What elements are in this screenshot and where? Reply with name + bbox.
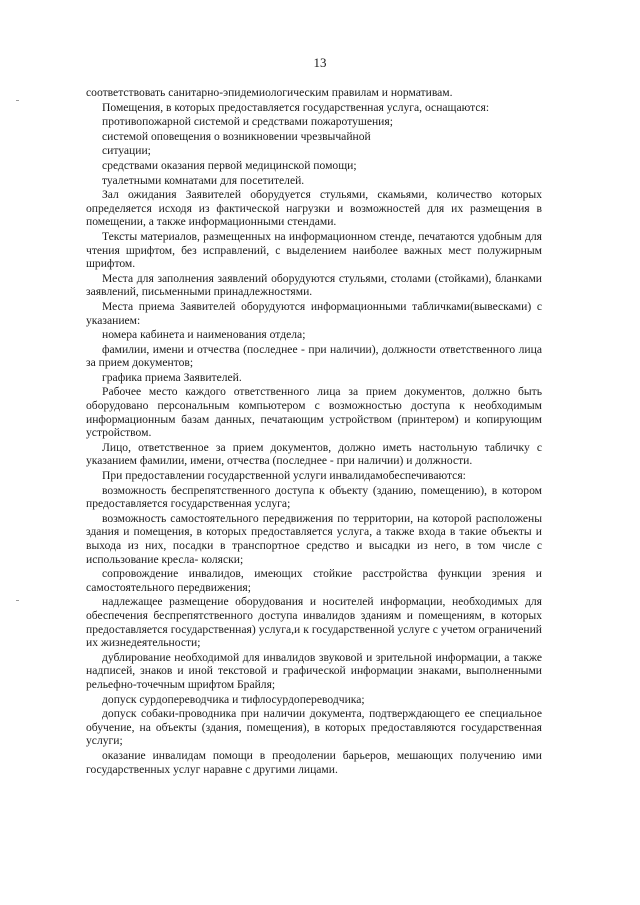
- paragraph: Лицо, ответственное за прием документов, должно иметь настольную табличку с указанием фамилии, имени, отчества (последнее - при наличии) и должности.: [86, 440, 542, 468]
- paragraph: Тексты материалов, размещенных на информационном стенде, печатаются удобным для чтения шрифтом, без исправлений, с выделением наиболее важных мест полужирным шрифтом.: [86, 229, 542, 271]
- paragraph: возможность беспрепятственного доступа к объекту (зданию, помещению), в котором предоставляется государственная услуга;: [86, 483, 542, 511]
- paragraph: ситуации;: [102, 144, 151, 158]
- paragraph: сопровождение инвалидов, имеющих стойкие расстройства функции зрения и самостоятельного передвижения;: [86, 567, 542, 594]
- margin-mark: [16, 100, 19, 101]
- paragraph: Места для заполнения заявлений оборудуются стульями, столами (стойками), бланками заявлений, письменными принадлежностями.: [86, 271, 542, 299]
- paragraph: допуск сурдопереводчика и тифлосурдопереводчика;: [102, 692, 365, 706]
- paragraph: Зал ожидания Заявителей оборудуется стульями, скамьями, количество которых определяется исходя из фактической нагрузки и возможностей для их размещения в помещении, а также информационными стендами.: [86, 188, 542, 229]
- paragraph: соответствовать санитарно-эпидемиологическим правилам и нормативам.: [86, 86, 453, 99]
- paragraph: Места приема Заявителей оборудуются информационными табличками(вывесками) с указанием:: [86, 299, 542, 327]
- paragraph: средствами оказания первой медицинской помощи;: [102, 158, 357, 172]
- page-number: 13: [313, 55, 327, 70]
- paragraph: Рабочее место каждого ответственного лица за прием документов, должно быть оборудовано персональным компьютером с возможностью доступа к необходимым информационным базам данных, печатающим устройством (принтером) и копирующим устройством.: [86, 385, 542, 440]
- paragraph: оказание инвалидам помощи в преодолении барьеров, мешающих получению ими государственных услуг наравне с другими лицами.: [86, 748, 542, 776]
- margin-mark: [16, 600, 19, 601]
- paragraph: туалетными комнатами для посетителей.: [102, 173, 305, 187]
- paragraph: противопожарной системой и средствами пожаротушения;: [102, 115, 393, 129]
- paragraph: надлежащее размещение оборудования и носителей информации, необходимых для обеспечения беспрепятственного доступа инвалидов зданиям и помещениям, в которых предоставляется государственная) услуга,и к государственной услуге с учетом ограничений их жизнедеятельности;: [86, 595, 542, 650]
- paragraph: системой оповещения о возникновении чрезвычайной: [102, 129, 371, 143]
- paragraph: номера кабинета и наименования отдела;: [102, 328, 306, 342]
- paragraph: возможность самостоятельного передвижения по территории, на которой расположены здания и помещения, в которых предоставляется услуга, а также входа в такие объекты и выхода из них, посадки в транспортное средство и высадки из него, в том числе с использование кресла- коляски;: [86, 511, 542, 566]
- body-text: [86, 86, 542, 777]
- paragraph: допуск собаки-проводника при наличии документа, подтверждающего ее специальное обучение, на объекты (здания, помещения), в которых предоставляются государственная услуги;: [86, 707, 542, 748]
- paragraph: При предоставлении государственной услуги инвалидамобеспечиваются:: [102, 469, 466, 483]
- paragraph: дублирование необходимой для инвалидов звуковой и зрительной информации, а также надписей, знаков и иной текстовой и графической информации знаками, выполненными рельефно-точечным шрифтом Брайля;: [86, 650, 542, 691]
- paragraph: Помещения, в которых предоставляется государственная услуга, оснащаются:: [102, 100, 490, 114]
- paragraph: фамилии, имени и отчества (последнее - при наличии), должности ответственного лица за прием документов;: [86, 342, 542, 370]
- paragraph: графика приема Заявителей.: [102, 370, 242, 384]
